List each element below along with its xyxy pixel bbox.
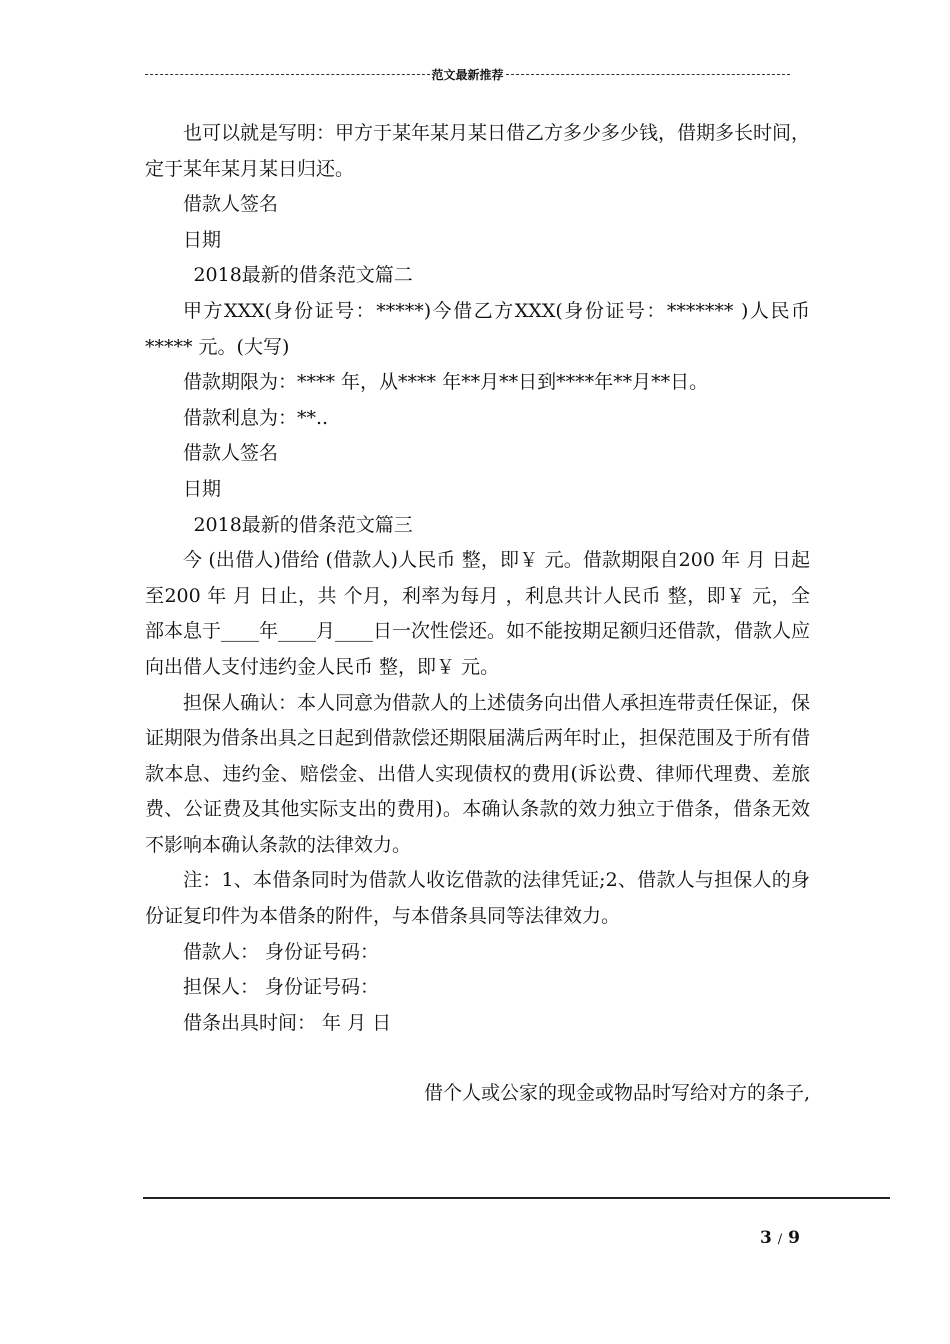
paragraph-guarantor: 担保人确认：本人同意为借款人的上述债务向出借人承担连带责任保证，保证期限为借条出具之日起到借款偿还期限届满后两年时止，担保范围及于所有借款本息、违约金、赔偿金、出借人实现债权的费用(诉讼费、律师代理费、差旅费、公证费及其他实际支出的费用)。本确认条款的效力独立于借条，借条无效不影响本确认条款的法律效力。	[145, 691, 811, 856]
paragraph-loan-terms: 今 (出借人)借给 (借款人)人民币 整，即￥ 元。借款期限自200 年 月 日起至200 年 月 日止，共 个月，利率为每月 ，利息共计人民币 整，即￥ 元，全部本息于____年____月____日一次性偿还。如不能按期足额归还借款，借款人应向出借人支付违约金人民币 整，即￥ 元。	[145, 549, 811, 678]
paragraph-date: 日期	[183, 228, 222, 251]
closing-line: 借个人或公家的现金或物品时写给对方的条子,	[423, 1082, 810, 1105]
page-current: 3	[760, 1228, 772, 1248]
section-heading-3: 2018最新的借条范文篇三	[193, 513, 413, 536]
paragraph-guarantor-id: 担保人： 身份证号码：	[183, 976, 380, 999]
paragraph-date: 日期	[183, 477, 222, 500]
page-separator: /	[777, 1232, 783, 1247]
footer-rule	[143, 1197, 890, 1199]
header-rule-left	[145, 74, 430, 75]
page-number	[760, 1228, 800, 1248]
paragraph-loan-term: 借款期限为：**** 年，从**** 年**月**日到****年**月**日。	[183, 371, 709, 394]
page-header	[145, 66, 790, 83]
paragraph-signature: 借款人签名	[183, 193, 279, 216]
page-total: 9	[788, 1228, 800, 1248]
document-body	[145, 116, 810, 1112]
spacer	[145, 1041, 810, 1076]
header-title: 范文最新推荐	[431, 68, 504, 82]
paragraph-signature: 借款人签名	[183, 442, 279, 465]
section-heading-2: 2018最新的借条范文篇二	[193, 264, 413, 287]
paragraph-borrower-id: 借款人： 身份证号码：	[183, 940, 380, 963]
paragraph-note: 注：1、本借条同时为借款人收讫借款的法律凭证;2、借款人与担保人的身份证复印件为本借条的附件，与本借条具同等法律效力。	[145, 869, 810, 928]
paragraph-parties: 甲方XXX(身份证号：*****)今借乙方XXX(身份证号：******* )人民币***** 元。(大写)	[145, 299, 810, 358]
paragraph-issue-date: 借条出具时间： 年 月 日	[183, 1011, 392, 1034]
header-rule-right	[506, 74, 791, 75]
paragraph-intro: 也可以就是写明：甲方于某年某月某日借乙方多少多少钱，借期多长时间，定于某年某月某日归还。	[145, 122, 811, 180]
paragraph-interest: 借款利息为：**..	[183, 406, 329, 429]
